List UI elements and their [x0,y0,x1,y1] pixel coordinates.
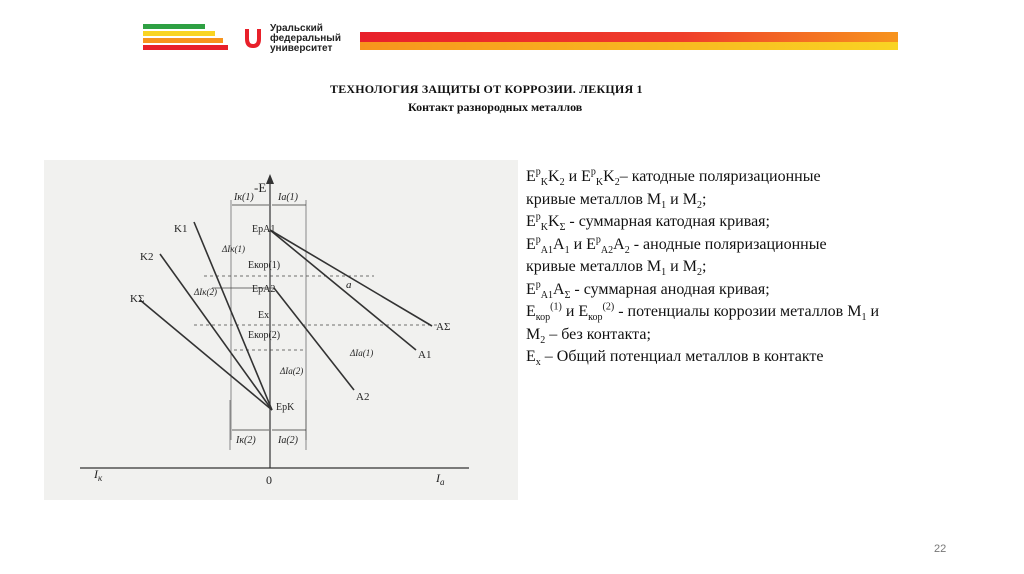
label-icathode: $I_к$ [94,467,103,483]
label-a: a [346,279,352,291]
university-name-line-1: Уральский [270,23,323,34]
label-ia1: Ia(1) [278,192,298,203]
label-ik2: Iк(2) [236,435,256,446]
label-minus-e: -E [254,180,267,195]
legend-line-8: $M_2$ – без контакта; [526,325,651,346]
legend-line-1: $E^p_KK_2$ и $E^p_KK_2-$ катодные поляризационные [526,166,821,189]
label-ik1: Iк(1) [234,192,254,203]
figure-legend [526,166,946,369]
label-k2: K2 [140,251,154,263]
legend-line-7: $E_{кор}^{(1)}$ и $E_{кор}^{(2)}$ - потенциалы коррозии металлов $M_1$ и [526,301,879,324]
label-dia2: ΔIa(2) [280,366,304,376]
label-ekor1: Eкор(1) [248,260,281,271]
label-dia1: ΔIa(1) [350,348,374,358]
label-a1: A1 [418,349,432,361]
label-ex: Ex [258,310,270,321]
university-name-line-3: университет [270,43,333,54]
legend-line-5: кривые металлов $M_1$ и $M_2$; [526,258,707,279]
legend-line-4: $E^p_{A1}A_1$ и $E^p_{A2}A_2$ - анодные поляризационные [526,234,827,256]
label-ksum: KΣ [130,293,145,305]
legend-line-2: кривые металлов $M_1$ и $M_2$; [526,190,707,211]
label-ia2: Ia(2) [278,435,298,446]
label-dik1: ΔIк(1) [222,244,245,254]
curve-asum [270,230,432,326]
polarization-diagram [44,160,518,500]
slide-title: ТЕХНОЛОГИЯ ЗАЩИТЫ ОТ КОРРОЗИИ. ЛЕКЦИЯ 1 [330,82,643,96]
legend-line-6: $E^p_{A1}A_\Sigma$ - суммарная анодная кривая; [526,279,770,301]
header-gradient-bar [360,32,898,50]
slide-subtitle: Контакт разнородных металлов [408,100,583,114]
curve-a1 [270,230,416,350]
label-asum: AΣ [436,321,451,333]
label-dik2: ΔIк(2) [194,287,217,297]
curve-ksum [140,300,272,410]
label-ianode: $I_a$ [436,471,445,487]
university-logo-icon [244,27,262,49]
page-number: 22 [934,543,947,555]
label-ekor2: Eкор(2) [248,330,281,341]
legend-line-3: $E^p_KK_\Sigma$ - суммарная катодная кривая; [526,211,770,234]
label-a2: A2 [356,391,370,403]
label-zero: 0 [266,473,272,487]
label-epk: EpK [276,402,295,413]
label-k1: K1 [174,223,188,235]
legend-line-9: $E_x$ – Общий потенциал металлов в контакте [526,348,824,369]
university-logo-stripes [143,24,228,54]
university-name [270,24,341,54]
y-axis-arrow-icon [266,174,274,184]
university-name-line-2: федеральный [270,33,341,44]
label-epa2: EpA2 [252,284,276,295]
label-epa1: EpA1 [252,224,276,235]
